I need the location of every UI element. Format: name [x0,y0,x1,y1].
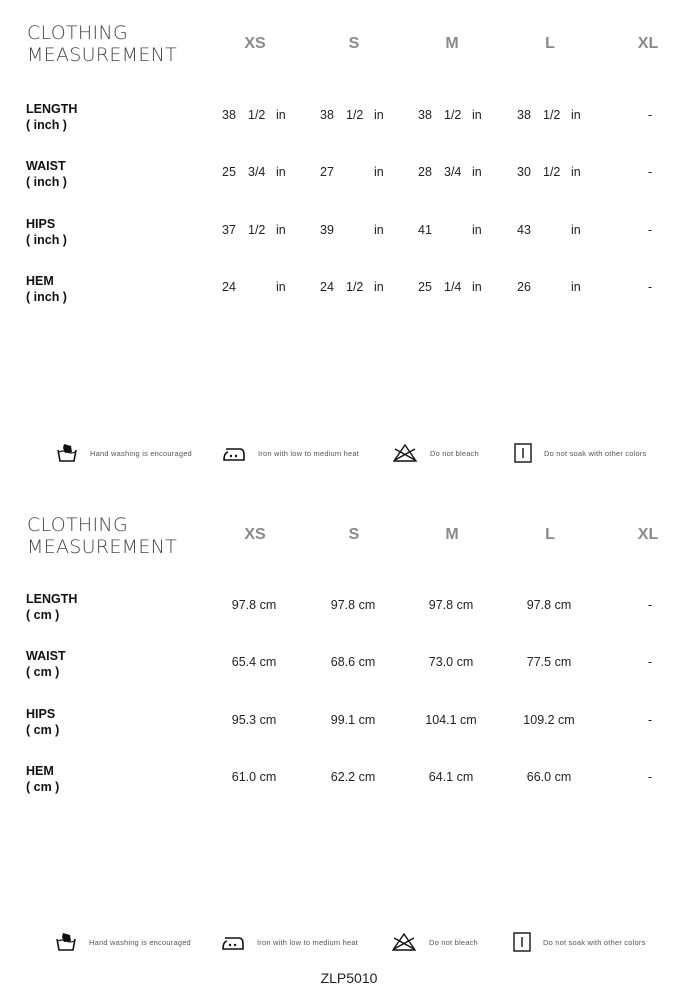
inch-value-whole: 38 [418,108,432,122]
inch-value-whole: 25 [222,165,236,179]
size-header-xs: XS [244,35,266,52]
inch-value-whole: 37 [222,223,236,237]
row-label [26,591,77,623]
measurement-unit: ( inch ) [26,233,67,247]
care-item-hand-wash [56,438,192,468]
cm-value: 97.8 cm [428,598,474,612]
measurement-unit: ( cm ) [26,665,60,679]
inch-value-whole: 30 [517,165,531,179]
xl-value: - [648,655,653,669]
row-label [26,101,77,133]
row-label [26,763,59,795]
do-not-soak-icon [514,443,532,463]
inch-unit: in [571,223,581,237]
care-item-no-soak [513,927,646,957]
inch-value-whole: 24 [320,280,334,294]
do-not-soak-icon [513,932,531,952]
xl-value: - [648,223,653,237]
inch-value-fraction: 1/2 [346,280,364,294]
xl-value: - [648,598,653,612]
inch-unit: in [374,280,384,294]
inch-value-whole: 38 [222,108,236,122]
cm-value: 77.5 cm [526,655,572,669]
row-label [26,216,67,248]
cm-value: 73.0 cm [428,655,474,669]
size-header-xl: XL [637,526,659,543]
care-text: Iron with low to medium heat [258,448,360,458]
inch-value-fraction: 1/2 [444,108,462,122]
inch-unit: in [472,108,482,122]
inch-value-whole: 26 [517,280,531,294]
cm-measurement-section [0,490,698,930]
measurement-name: HIPS [26,707,56,721]
size-header-l: L [545,526,555,543]
xl-value: - [648,713,653,727]
inch-unit: in [276,108,286,122]
inch-value-whole: 28 [418,165,432,179]
hand-wash-icon [55,931,77,953]
inch-value-fraction: 1/2 [248,108,266,122]
cm-value: 95.3 cm [231,713,277,727]
size-header-m: M [445,526,459,543]
title-line-1: CLOTHING [27,22,128,44]
inch-value-fraction: 3/4 [444,165,462,179]
inch-unit: in [374,223,384,237]
iron-low-medium-icon [221,932,245,952]
size-header-m: M [445,35,459,52]
inch-unit: in [276,280,286,294]
care-text: Do not bleach [429,937,478,947]
inch-unit: in [276,165,286,179]
size-header-xs: XS [244,526,266,543]
size-header-xl: XL [637,35,659,52]
care-text: Do not soak with other colors [544,448,647,458]
cm-value: 61.0 cm [231,770,277,784]
row-label [26,158,67,190]
inch-value-whole: 39 [320,223,334,237]
measurement-name: HIPS [26,217,56,231]
care-text: Hand washing is encouraged [90,448,192,458]
measurement-unit: ( inch ) [26,290,67,304]
size-header-s: S [348,35,360,52]
title-line-1: CLOTHING [27,514,128,536]
care-text: Iron with low to medium heat [257,937,359,947]
xl-value: - [648,108,653,122]
inch-value-whole: 43 [517,223,531,237]
inch-value-fraction: 1/4 [444,280,462,294]
inch-unit: in [472,165,482,179]
do-not-bleach-icon [392,443,418,463]
cm-table-title [27,514,177,558]
inch-value-whole: 38 [517,108,531,122]
cm-value: 97.8 cm [526,598,572,612]
size-header-l: L [545,35,555,52]
iron-low-medium-icon [222,443,246,463]
care-instructions-bottom [0,927,698,957]
cm-value: 65.4 cm [231,655,277,669]
measurement-name: HEM [26,274,54,288]
inch-value-whole: 38 [320,108,334,122]
care-item-hand-wash [55,927,191,957]
measurement-name: LENGTH [26,102,78,116]
inch-unit: in [472,223,482,237]
inch-unit: in [374,165,384,179]
inch-value-fraction: 1/2 [543,165,561,179]
row-label [26,273,67,305]
care-text: Hand washing is encouraged [89,937,191,947]
cm-value: 66.0 cm [526,770,572,784]
inch-unit: in [374,108,384,122]
measurement-unit: ( cm ) [26,608,60,622]
inch-value-fraction: 1/2 [248,223,266,237]
care-instructions-top [0,438,698,468]
inch-table-title [27,22,177,66]
inch-value-fraction: 1/2 [543,108,561,122]
inch-value-fraction: 3/4 [248,165,266,179]
title-line-2: MEASUREMENT [27,44,178,66]
cm-value: 104.1 cm [425,713,477,727]
inch-value-whole: 24 [222,280,236,294]
inch-value-whole: 27 [320,165,334,179]
care-text: Do not soak with other colors [543,937,646,947]
row-label [26,648,66,680]
cm-value: 64.1 cm [428,770,474,784]
measurement-unit: ( cm ) [26,723,60,737]
measurement-name: WAIST [26,649,66,663]
inch-measurement-section [0,0,698,480]
care-item-no-bleach [391,927,478,957]
cm-value: 62.2 cm [330,770,376,784]
care-item-iron [221,927,358,957]
product-code: ZLP5010 [320,970,378,986]
inch-unit: in [571,165,581,179]
inch-value-whole: 25 [418,280,432,294]
inch-value-whole: 41 [418,223,432,237]
measurement-unit: ( inch ) [26,118,67,132]
inch-value-fraction: 1/2 [346,108,364,122]
cm-value: 97.8 cm [330,598,376,612]
inch-unit: in [571,108,581,122]
cm-value: 99.1 cm [330,713,376,727]
measurement-name: HEM [26,764,54,778]
measurement-name: LENGTH [26,592,78,606]
inch-unit: in [276,223,286,237]
title-line-2: MEASUREMENT [27,536,178,558]
care-item-no-soak [514,438,647,468]
xl-value: - [648,280,653,294]
measurement-unit: ( inch ) [26,175,67,189]
inch-unit: in [571,280,581,294]
cm-value: 68.6 cm [330,655,376,669]
cm-value: 97.8 cm [231,598,277,612]
inch-unit: in [472,280,482,294]
do-not-bleach-icon [391,932,417,952]
row-label [26,706,59,738]
care-item-iron [222,438,359,468]
hand-wash-icon [56,442,78,464]
cm-value: 109.2 cm [523,713,575,727]
xl-value: - [648,165,653,179]
xl-value: - [648,770,653,784]
measurement-unit: ( cm ) [26,780,60,794]
size-header-s: S [348,526,360,543]
measurement-name: WAIST [26,159,66,173]
care-item-no-bleach [392,438,479,468]
care-text: Do not bleach [430,448,479,458]
